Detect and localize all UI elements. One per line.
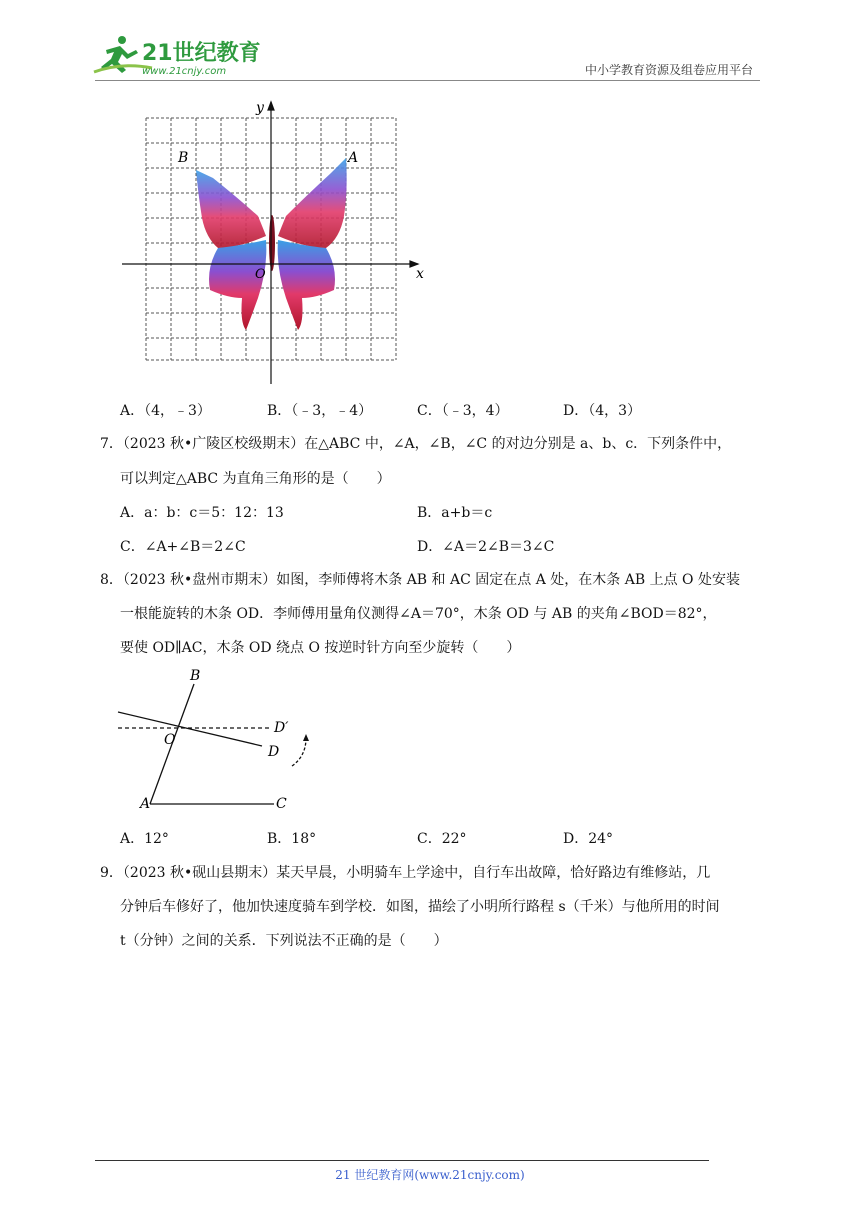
q6-option-b: B．（﹣3，﹣4） [267, 403, 373, 419]
label-c: C [276, 796, 287, 812]
label-d: D [268, 744, 280, 760]
q8-stem-line3: 要使 OD∥AC，木条 OD 绕点 O 按逆时针方向至少旋转（ ） [120, 640, 521, 656]
footer-divider [95, 1160, 709, 1161]
label-b: B [190, 668, 201, 684]
label-d-prime: D′ [274, 720, 289, 736]
y-axis-label: y [256, 100, 264, 116]
q7-option-c: C．∠A+∠B＝2∠C [120, 539, 246, 555]
q8-option-b: B．18° [267, 831, 317, 847]
q7-stem-line1: 7．（2023 秋•广陵区校级期末）在△ABC 中，∠A，∠B，∠C 的对边分别是 a、b、c．下列条件中， [100, 436, 732, 452]
x-axis-label: x [416, 266, 424, 282]
q9-stem-line2: 分钟后车修好了，他加快速度骑车到学校．如图，描绘了小明所行路程 s（千米）与他所用的时间 [120, 899, 720, 915]
header-divider [95, 80, 760, 81]
arrowhead-icon [303, 734, 309, 741]
butterfly-coordinate-figure [118, 98, 438, 392]
header-platform-text: 中小学教育资源及组卷应用平台 [584, 63, 753, 77]
q7-stem-line2: 可以判定△ABC 为直角三角形的是（ ） [120, 471, 391, 487]
q7-option-a: A．a：b：c＝5：12：13 [120, 505, 284, 521]
logo-url: www.21cnjy.com [142, 66, 227, 77]
point-a-label: A [348, 150, 359, 166]
q9-stem-line3: t（分钟）之间的关系．下列说法不正确的是（ ） [120, 933, 448, 949]
q6-option-a: A．（4，﹣3） [120, 403, 211, 419]
q8-option-d: D．24° [563, 831, 614, 847]
label-o: O [164, 732, 176, 748]
q8-stem-line1: 8．（2023 秋•盘州市期末）如图，李师傅将木条 AB 和 AC 固定在点 A 处，在木条 AB 上点 O 处安装 [100, 572, 740, 588]
point-b-label: B [178, 150, 189, 166]
q6-option-c: C．（﹣3，4） [417, 403, 509, 419]
q8-option-c: C．22° [417, 831, 467, 847]
q7-option-b: B．a+b＝c [417, 505, 493, 521]
footer-link[interactable]: 21 世纪教育网(www.21cnjy.com) [335, 1168, 525, 1182]
q8-stem-line2: 一根能旋转的木条 OD．李师傅用量角仪测得∠A＝70°，木条 OD 与 AB 的夹角∠BOD＝82°， [120, 606, 717, 622]
rotation-arrow [292, 738, 306, 766]
q8-option-a: A．12° [120, 831, 169, 847]
origin-label: O [255, 267, 266, 282]
label-a: A [140, 796, 151, 812]
site-logo [92, 32, 267, 78]
q7-option-d: D．∠A＝2∠B＝3∠C [417, 539, 555, 555]
segment-od [118, 712, 262, 746]
q6-option-d: D．（4，3） [563, 403, 642, 419]
logo-text: 21世纪教育 [142, 41, 261, 66]
q9-stem-line1: 9．（2023 秋•砚山县期末）某天早晨，小明骑车上学途中，自行车出故障，恰好路边有维修站，几 [100, 865, 711, 881]
q8-rotation-figure [110, 664, 340, 824]
